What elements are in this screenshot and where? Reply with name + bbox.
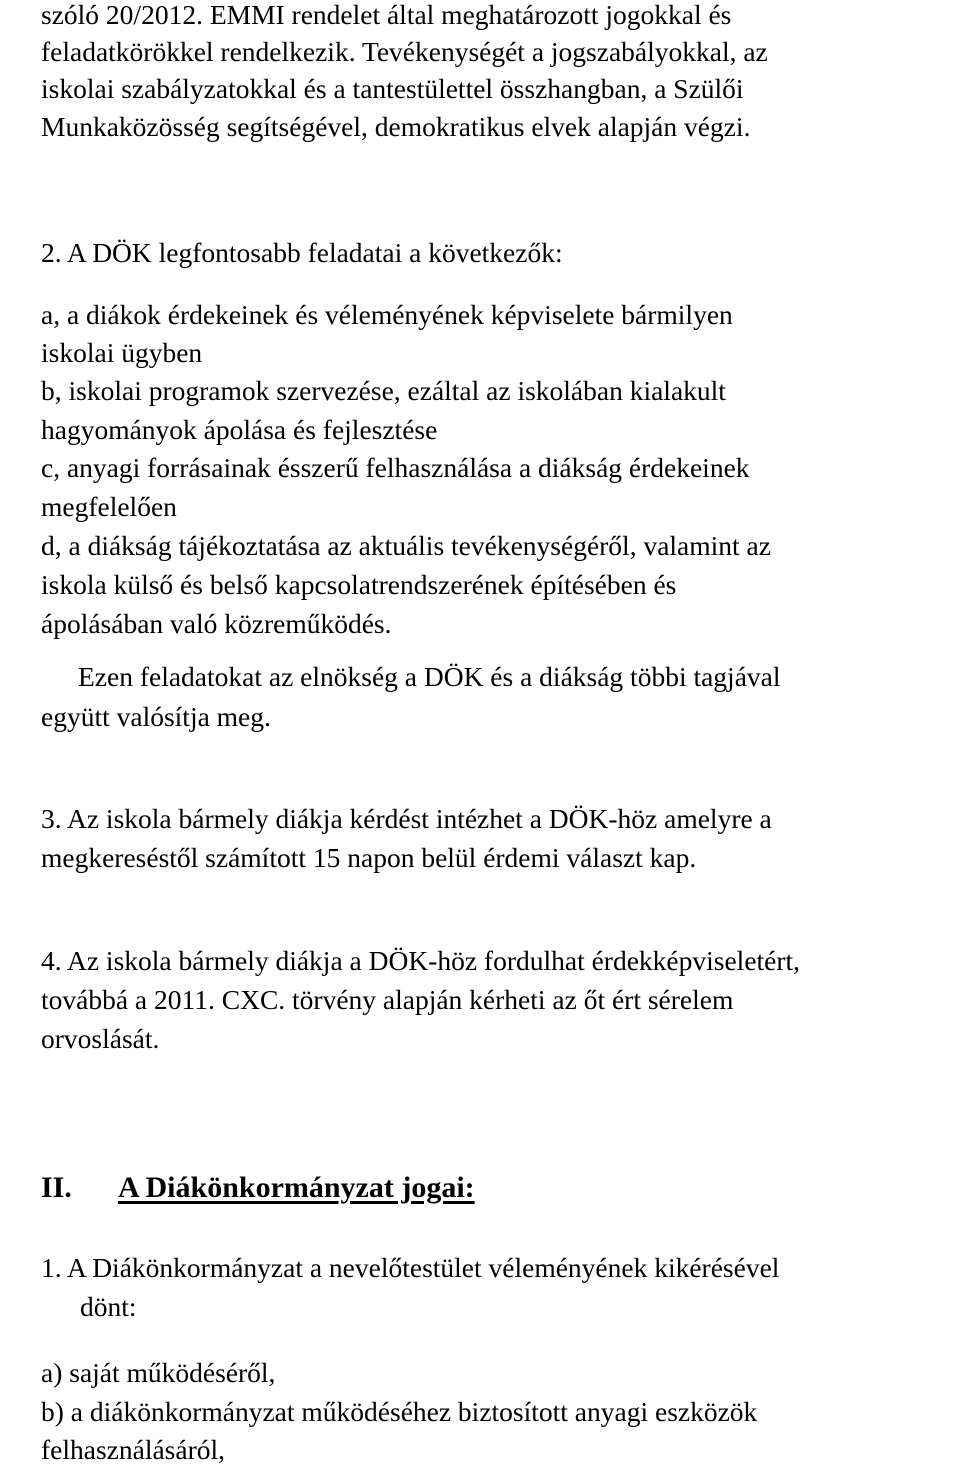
text-line: 4. Az iskola bármely diákja a DÖK-höz fordulhat érdekképviseletért, <box>41 945 801 976</box>
text-line: megkereséstől számított 15 napon belül érdemi választ kap. <box>41 842 697 873</box>
section-number: II. <box>41 1171 72 1204</box>
list-item: a) saját működéséről, <box>41 1357 276 1388</box>
text-line: 3. Az iskola bármely diákja kérdést intézhet a DÖK-höz amelyre a <box>41 803 772 834</box>
text-line: továbbá a 2011. CXC. törvény alapján kérheti az őt ért sérelem <box>41 984 734 1015</box>
list-item: iskola külső és belső kapcsolatrendszerének építésében és <box>41 569 677 600</box>
text-line: iskolai szabályzatokkal és a tantestülettel összhangban, a Szülői <box>41 73 744 104</box>
list-item: c, anyagi forrásainak ésszerű felhasználása a diákság érdekeinek <box>41 452 750 483</box>
text-line: dönt: <box>80 1291 137 1322</box>
list-item: felhasználásáról, <box>41 1434 226 1465</box>
list-item: ápolásában való közreműködés. <box>41 608 392 639</box>
list-item: b, iskolai programok szervezése, ezáltal az iskolában kialakult <box>41 375 726 406</box>
text-line: orvoslását. <box>41 1023 160 1054</box>
text-line: feladatkörökkel rendelkezik. Tevékenységét a jogszabályokkal, az <box>41 36 768 67</box>
section-title: A Diákönkormányzat jogai: <box>118 1171 475 1204</box>
closing-line: Ezen feladatokat az elnökség a DÖK és a diákság többi tagjával <box>78 661 781 692</box>
list-item: megfelelően <box>41 491 177 522</box>
text-line: szóló 20/2012. EMMI rendelet által meghatározott jogokkal és <box>41 0 732 30</box>
list-item: a, a diákok érdekeinek és véleményének képviselete bármilyen <box>41 299 733 330</box>
closing-line: együtt valósítja meg. <box>41 701 271 732</box>
list-item: b) a diákönkormányzat működéséhez biztosított anyagi eszközök <box>41 1396 758 1427</box>
text-line: 1. A Diákönkormányzat a nevelőtestület véleményének kikérésével <box>41 1252 780 1283</box>
point-2-heading: 2. A DÖK legfontosabb feladatai a következők: <box>41 237 563 268</box>
list-item: d, a diákság tájékoztatása az aktuális tevékenységéről, valamint az <box>41 530 771 561</box>
text-line: Munkaközösség segítségével, demokratikus elvek alapján végzi. <box>41 111 751 142</box>
list-item: hagyományok ápolása és fejlesztése <box>41 414 438 445</box>
list-item: iskolai ügyben <box>41 337 203 368</box>
